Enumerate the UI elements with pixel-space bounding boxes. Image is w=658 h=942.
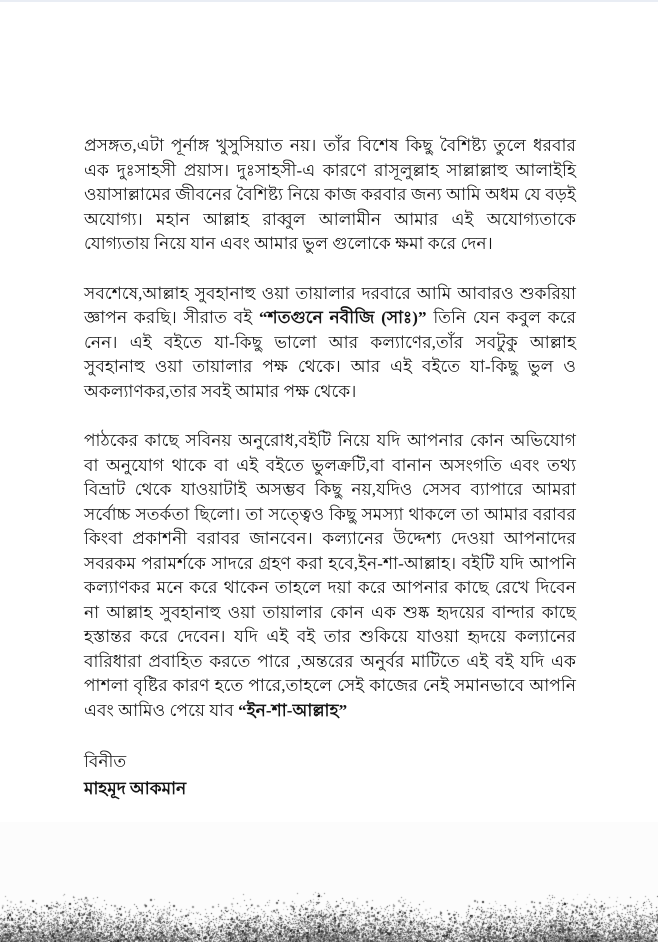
top-edge-scan-line <box>0 0 658 2</box>
paragraph <box>84 429 576 723</box>
signature-block <box>84 748 576 802</box>
text-run: তিনি যেন কবুল করে নেন। এই বইতে যা-কিছু ভালো আর কল্যাণের,তাঁর সবটুকু আল্লাহ সুবহানাহু ওয়া তায়ালার পক্ষ থেকে। আর এই বইতে যা-কিছু ভুল ও অকল্যাণকর,তার সবই আমার পক্ষ থেকে। <box>84 308 576 401</box>
text-run: প্রসঙ্গত,এটা পূর্নাঙ্গ খুসুসিয়াত নয়। তাঁর বিশেষ কিছু বৈশিষ্ট্য তুলে ধরবার এক দুঃসাহসী প্রয়াস। দুঃসাহসী-এ কারণে রাসূলুল্লাহ সাল্লাল্লাহু আলাইহি ওয়াসাল্লামের জীবনের বৈশিষ্ট্য নিয়ে কাজ করবার জন্য আমি অধম যে বড়ই অযোগ্য। মহান আল্লাহ রাব্বুল আলামীন আমার এই অযোগ্যতাকে যোগ্যতায় নিয়ে যান এবং আমার ভুল গুলোকে ক্ষমা করে দেন। <box>84 136 576 253</box>
signature-author-name: মাহমূদ আকমান <box>84 779 187 798</box>
text-run: সবশেষে,আল্লাহ সুবহানাহু ওয়া তায়ালার দরবারে আমি আবারও শুকরিয়া জ্ঞাপন করছি। সীরাত বই <box>84 283 576 327</box>
paragraph <box>84 134 576 257</box>
signature-salutation: বিনীত <box>84 752 127 771</box>
page-content <box>84 134 576 802</box>
bold-emphasis: “শতগুনে নবীজি (সাঃ)” <box>258 308 427 327</box>
paragraphs-container <box>84 134 576 723</box>
scan-noise-band <box>0 886 658 942</box>
bold-emphasis: “ইন-শা-আল্লাহ” <box>238 700 348 720</box>
paragraph <box>84 282 576 405</box>
text-run: পাঠকের কাছে সবিনয় অনুরোধ,বইটি নিয়ে যদি আপনার কোন অভিযোগ বা অনুযোগ থাকে বা এই বইতে ভুলক্রটি,বা বানান অসংগতি এবং তথ্য বিভ্রাট থেকে যাওয়াটাই অসম্ভব কিছু নয়,যদিও সেসব ব্যাপারে আমরা সর্বোচ্চ সতর্কতা ছিলো। তা সত্ত্বেও কিছু সমস্যা থাকলে তা আমার বরাবর কিংবা প্রকাশনী বরাবর জানবেন। কল্যানের উদ্দেশ্য দেওয়া আপনাদের সবরকম পরামর্শকে সাদরে গ্রহণ করা হবে,ইন-শা-আল্লাহ। বইটি যদি আপনি কল্যাণকর মনে করে থাকেন তাহলে দয়া করে আপনার কাছে রেখে দিবেন না আল্লাহ সুবহানাহু ওয়া তায়ালার কোন এক শুষ্ক হৃদয়ের বান্দার কাছে হস্তান্তর করে দেবেন। যদি এই বই তার শুকিয়ে যাওয়া হৃদয়ে কল্যানের বারিধারা প্রবাহিত করতে পারে ,অন্তরের অনুর্বর মাটিতে এই বই যদি এক পাশলা বৃষ্টির কারণ হতে পারে,তাহলে সেই কাজের নেই সমানভাবে আপনি এবং আমিও পেয়ে যাব <box>84 431 576 720</box>
